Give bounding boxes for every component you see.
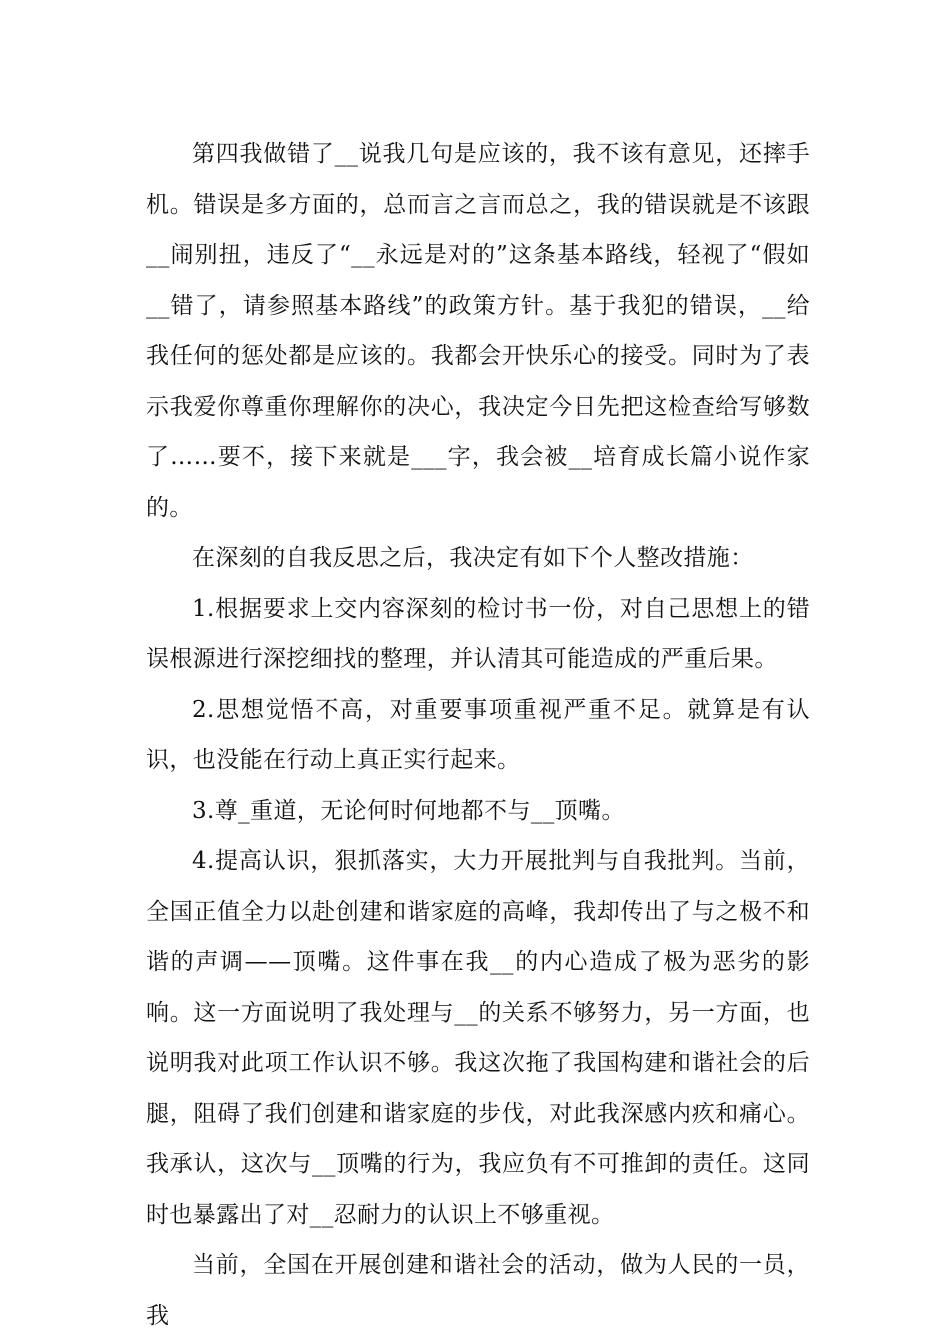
paragraph-measure-3: 3.尊_重道，无论何时何地都不与__顶嘴。 (192, 797, 625, 824)
paragraph-reflection-intro: 在深刻的自我反思之后，我决定有如下个人整改措施： (192, 545, 754, 571)
paragraph-measure-2: 2.思想觉悟不高，对重要事项重视严重不足。就算是有认识，也没能在行动上真正实行起来。 (146, 696, 810, 773)
paragraph-closing: 当前，全国在开展创建和谐社会的活动，做为人民的一员，我 (146, 1252, 810, 1329)
paragraph-mistake-admission: 第四我做错了__说我几句是应该的，我不该有意见，还摔手机。错误是多方面的，总而言之言而总之，我的错误就是不该跟__闹别扭，违反了“__永远是对的”这条基本路线，轻视了“假如__错了，请参照基本路线”的政策方针。基于我犯的错误，__给我任何的惩处都是应该的。我都会开快乐心的接受。同时为了表示我爱你尊重你理解你的决心，我决定今日先把这检查给写够数了……要不，接下来就是___字，我会被__培育成长篇小说作家的。 (146, 141, 810, 521)
paragraph-measure-1: 1.根据要求上交内容深刻的检讨书一份，对自己思想上的错误根源进行深挖细找的整理，并认清其可能造成的严重后果。 (146, 595, 810, 672)
document-body (146, 129, 810, 1341)
paragraph-measure-4: 4.提高认识，狠抓落实，大力开展批判与自我批判。当前，全国正值全力以赴创建和谐家庭的高峰，我却传出了与之极不和谐的声调——顶嘴。这件事在我__的内心造成了极为恶劣的影响。这一方面说明了我处理与__的关系不够努力，另一方面，也说明我对此项工作认识不够。我这次拖了我国构建和谐社会的后腿，阻碍了我们创建和谐家庭的步伐，对此我深感内疚和痛心。我承认，这次与__顶嘴的行为，我应负有不可推卸的责任。这同时也暴露出了对__忍耐力的认识上不够重视。 (146, 848, 810, 1228)
